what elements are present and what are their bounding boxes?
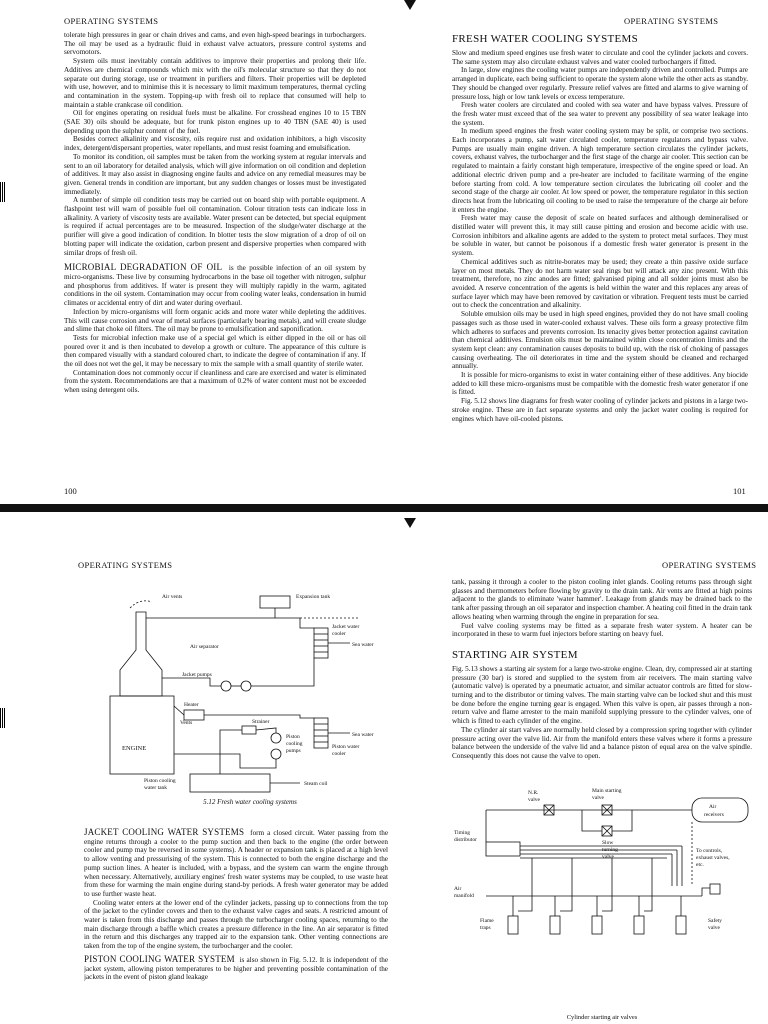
jacket-pump [241, 681, 251, 691]
label-air-separator: Air separator [190, 644, 219, 650]
running-head: OPERATING SYSTEMS [662, 560, 757, 570]
label-jacket-water-cooler-2: cooler [332, 631, 346, 637]
label-piston-water-cooler-2: cooler [332, 751, 346, 757]
piston-cooling-pump [271, 733, 281, 743]
starting-air-svg [452, 786, 752, 1014]
jacket-water-cooler [314, 628, 328, 658]
label-timing-distributor-2: distributor [454, 837, 477, 843]
page-number: 101 [733, 486, 746, 496]
label-nr-valve-2: valve [528, 797, 540, 803]
label-engine: ENGINE [122, 745, 147, 752]
running-head: OPERATING SYSTEMS [64, 16, 159, 26]
fresh-water-cooling-diagram [100, 578, 400, 806]
label-safety-valve: Safety [708, 918, 723, 924]
paragraph: Contamination does not commonly occur if cleanliness and care are exercised and water is eliminated from the system. Recommendations are that a maximum of 0.2% of water content must not be exceeded when using detergent oils. [64, 368, 366, 395]
piston-paragraph-text: is also shown in Fig. 5.12. It is independent of the jacket system, allowing piston temperatures to be higher and preventing possible contamination of the jackets in the event of piston gland leakage [84, 955, 388, 982]
cylinder-valve [592, 916, 602, 934]
page-101-body [452, 31, 748, 491]
running-head: OPERATING SYSTEMS [78, 560, 173, 570]
label-air-vents: Air vents [162, 594, 183, 600]
label-air-receivers: Air [709, 804, 717, 810]
label-air-manifold: Air [454, 886, 462, 892]
figure-caption: 5.12 Fresh water cooling systems [203, 798, 297, 806]
paragraph: Fresh water may cause the deposit of scale on heated surfaces and although demineralised or distilled water will prevent this, it may still cause pitting and erosion and become acidic with use. Corrosion inhibitors and alkaline agents are added to the system to protect metal surfaces. They must be soluble in water, but cannot be poisonous if a domestic fresh water generator is present in the system. [452, 214, 748, 258]
engine-outline [120, 612, 162, 696]
paragraph: Fig. 5.13 shows a starting air system for a large two-stroke engine. Clean, dry, compressed air at starting pressure (30 bar) is stored and supplied to the system from air receivers. The main starting valve (automatic valve) is operated by a pneumatic actuator, and similar actuator controls are fitted for slow-turning and to the distributor or timing valves. The main starting valve can be locked shut and this must be done before the engine turning gear is engaged. When this valve is open, air passes through a non-return valve and flame arrester to the main manifold supplying pressure to the cylinder valves, one of which is fitted to each cylinder of the engine. [452, 664, 752, 726]
piston-heading: PISTON COOLING WATER SYSTEM [84, 953, 235, 964]
label-flame-traps: Flame [480, 918, 494, 924]
paragraph: In medium speed engines the fresh water cooling system may be split, or comprise two sections. Each incorporates a pump, salt water circulated cooler, temperature regulators and bypass valve. Pumps are usually main engine driven. A high temperature section circulates the cylinder jackets, covers, exhaust valves, the turbocharger and the first stage of the charge air cooler. This section can be regulated to maintain a fairly constant high temperature, irrespective of the engine speed or load. An additional electric driven pump and a pre-heater are included to facilitate warming of the engine before starting from cold. A low temperature section circulates the lubricating oil cooler and the second stage of the charge air cooler. At low speed or power, the temperature regulator in this section directs heat from the lubricating oil cooling to be used to raise the temperature of the charge air before it enters the engine. [452, 127, 748, 214]
cylinder-valve [634, 916, 644, 934]
label-piston-cooling-pumps-2: cooling [286, 741, 303, 747]
page-number: 100 [64, 486, 77, 496]
page-100-paragraphs [64, 31, 366, 257]
heater [184, 710, 204, 720]
cylinder-valve [508, 916, 518, 934]
paragraph: Fig. 5.12 shows line diagrams for fresh water cooling of cylinder jackets and pistons in a large two-stroke engine. These are in fact separate systems and only the jacket water cooling is required for engines which have oil-cooled pistons. [452, 397, 748, 423]
scan-edge-artifact [0, 182, 6, 202]
microbial-paragraph-text: is the possible infection of an oil system by micro-organisms. These live by consuming hydrocarbons in the base oil together with nitrogen, sulphur and phosphorus from additives. If water is present they will multiply rapidly in the warm, agitated conditions in the oil system. Contamination may occur from cooling water leaks, condensation in humid climates or accidental entry of dirt and water during overhaul. [64, 264, 366, 308]
label-to-controls-2: exhaust valves, [696, 855, 730, 861]
microbial-paragraph [64, 263, 366, 308]
piston-cooling-pump [271, 749, 281, 759]
piston-cooling-water-tank [190, 774, 270, 792]
microbial-heading: MICROBIAL DEGRADATION OF OIL [64, 262, 223, 273]
cylinder-valve [676, 916, 686, 934]
engine-block [110, 696, 174, 774]
paragraph: To monitor its condition, oil samples must be taken from the working system at regular intervals and sent to an oil laboratory for detailed analysis, which will give information on oil condition and depletion of additives. It may also assist in diagnosing engine faults and advice on any remedial measures may be given. General trends in condition are important, but any sudden changes or losses must be investigated immediately. [64, 152, 366, 196]
spread-pages-102-103 [0, 512, 768, 1024]
scan-registration-mark [404, 0, 416, 10]
expansion-tank [260, 596, 290, 608]
jacket-paragraph [84, 828, 388, 899]
label-timing-distributor: Timing [454, 830, 471, 836]
timing-distributor [486, 842, 520, 856]
jacket-paragraph-text: form a closed circuit. Water passing from the engine returns through a cooler to the pump suction and then back to the engine (the order between cooler and pump may be reversed in some systems). A header or expansion tank is placed at a high level to allow venting and pressurising of the system. This is connected to both the engine discharge and the pump suction lines. A heater is included, with a bypass, and the system can warm the engine through when necessary. Alternatively, auxiliary engines' fresh water systems may be coupled, to use waste heat from these for warming the main engine during stand-by periods. A fresh water generator may be added to use further waste heat. [84, 829, 388, 898]
page-102-body [84, 828, 388, 1024]
paragraph: A number of simple oil condition tests may be carried out on board ship with portable equipment. A flashpoint test will warn of possible fuel oil contamination. Colour titration tests can indicate loss in alkalinity. A variety of viscosity tests are available. Water present can be detected, but special equipment is required if actual percentages are to be measured. Inspection of the sludge/water discharge at the purifier will give a good indication of condition. In blotter tests the slow migration of a drop of oil on blotting paper will indicate the oxidation, carbon present and dispersive properties when compared with similar drops of fresh oil. [64, 196, 366, 257]
paragraph: Fuel valve cooling systems may be fitted as a separate fresh water system. A heater can be incorporated in these to warm fuel injectors before starting on heavy fuel. [452, 621, 752, 639]
label-sea-water: Sea water [352, 642, 374, 648]
paragraph: It is possible for micro-organisms to exist in water containing either of these additives. Any biocide added to kill these micro-organisms must be compatible with the domestic fresh water generator if one is fitted. [452, 371, 748, 397]
paragraph: Besides correct alkalinity and viscosity, oils require rust and oxidation inhibitors, a high viscosity index, detergent/dispersant properties, water repellants, and must resist foaming and emulsification. [64, 135, 366, 153]
paragraph: System oils must inevitably contain additives to improve their properties and prolong their life. Additives are chemical compounds which mix with the oil's molecular structure so that they do not separate out during storage, use or treatment in purifiers and filters. Their properties will be depleted with use, however, and to minimise this it is necessary to limit maximum temperatures, thermal cycling and contamination in the system. Topping-up with fresh oil to replace that consumed will help to maintain a stable crankcase oil condition. [64, 57, 366, 109]
label-piston-cooling-tank-2: water tank [144, 785, 168, 791]
page-103-body [452, 578, 752, 818]
page-101-paragraphs [452, 49, 748, 423]
label-piston-cooling-tank: Piston cooling [144, 778, 176, 784]
piston-paragraph [84, 955, 388, 982]
label-piston-cooling-pumps-3: pumps [286, 748, 301, 754]
paragraph: Soluble emulsion oils may be used in high speed engines, provided they do not have small cooling passages such as those used in water-cooled exhaust valves. These oils form a greasy protective film which adheres to surfaces and prevents corrosion. Its tenacity gives better protection against cavitation than chemical additives. Emulsion oils must be maintained within close concentration limits and the system kept clean: any contamination causes deposits to build up, with the risk of choking of passages causing overheating. The oil deteriorates in time and the system should be cleaned and recharged annually. [452, 310, 748, 371]
label-safety-valve-2: valve [708, 925, 720, 931]
label-to-controls: To controls, [696, 848, 723, 854]
page-100-body [64, 31, 366, 491]
label-nr-valve: N.R. [528, 790, 539, 796]
label-piston-cooling-pumps: Piston [286, 734, 300, 740]
paragraph: Chemical additives such as nitrite-borates may be used; they create a thin passive oxide surface layer on most metals. They do not harm water seal rings but will attack any zinc present. With this treatment, therefore, no zinc anodes are fitted; galvanised piping and all solder joints must also be avoided. A reserve concentration of the agents is held within the water and this replaces any areas of surface layer which may have been removed by cavitation or vibration. Frequent tests must be carried out to check the concentration and alkalinity. [452, 257, 748, 310]
cooling-diagram-svg [100, 578, 400, 798]
running-head: OPERATING SYSTEMS [624, 16, 719, 26]
section-heading: FRESH WATER COOLING SYSTEMS [452, 33, 639, 45]
label-jacket-pumps: Jacket pumps [182, 672, 212, 678]
figure-caption: Cylinder starting air valves [566, 1014, 638, 1021]
label-sea-water-2: Sea water [352, 732, 374, 738]
paragraph: tolerate high pressures in gear or chain drives and cams, and even high-speed bearings in turbochargers. The oil may be used as a hydraulic fluid in exhaust valve actuators, pressure control systems and servomotors. [64, 31, 366, 57]
piston-water-cooler [314, 718, 328, 748]
scan-edge-artifact [0, 708, 6, 728]
label-jacket-water-cooler: Jacket water [332, 624, 360, 630]
paragraph: Oil for engines operating on residual fuels must be alkaline. For crosshead engines 10 to 15 TBN (SAE 30) oils should be adequate, but for trunk piston engines up to 40 TBN (SAE 40) is used depending upon the sulphur content of the fuel. [64, 109, 366, 135]
section-heading: STARTING AIR SYSTEM [452, 648, 578, 661]
label-air-manifold-2: manifold [454, 893, 474, 899]
paragraph: In large, slow engines the cooling water pumps are independently driven and controlled. Pumps are arranged in duplicate, each being sufficient to operate the system alone while the other acts as standby. They should be changed over regularly. Pressure relief valves are fitted and alarms to give warning of pressure loss, high or low tank levels or excess temperature. [452, 66, 748, 101]
starting-air-diagram [452, 786, 752, 1024]
paragraph: Cooling water enters at the lower end of the cylinder jackets, passing up to connections from the top of the jacket to the cylinder covers and then to the exhaust valve cages and seats. A restricted amount of water is taken from this discharge and passes through the turbocharger cooling spaces, returning to the main discharge through a baffle which creates a pressure difference in the line. An air separator is fitted in the return and this discharges any trapped air to the expansion tank. Other venting connections are taken from the top of the engine system, the turbocharger and the cooler. [84, 898, 388, 951]
paragraph: The cylinder air start valves are normally held closed by a compression spring together with cylinder pressure acting over the valve lid. Air from the manifold enters these valves where it forms a pressure balance between the underside of the valve lid and a balance piston of equal area on the valve spindle. Consequently this does not cause the valve to open. [452, 725, 752, 760]
label-slow-turning-valve: Slow [602, 840, 614, 846]
label-expansion-tank: Expansion tank [296, 594, 331, 600]
label-strainer: Strainer [252, 719, 270, 725]
label-slow-turning-valve-3: valve [602, 854, 614, 860]
label-slow-turning-valve-2: turning [602, 847, 618, 853]
label-to-controls-3: etc. [696, 862, 704, 868]
label-steam-coil: Steam coil [304, 781, 328, 787]
cylinder-valve [550, 916, 560, 934]
label-air-receivers-2: receivers [704, 812, 724, 818]
label-main-starting-valve: Main starting [592, 788, 622, 794]
label-vents: Vents [180, 720, 193, 726]
strainer [242, 726, 256, 734]
paragraph: Fresh water coolers are circulated and cooled with sea water and have bypass valves. Pressure of the fresh water must exceed that of the sea water to prevent any possibility of sea water leakage into the system. [452, 101, 748, 127]
jacket-pump [221, 681, 231, 691]
safety-valve [710, 884, 720, 894]
paragraph: Infection by micro-organisms will form organic acids and more water while depleting the additives. This will cause corrosion and wear of metal surfaces (particularly bearing metals), and will create sludge and slime that choke oil filters. The oil may be prone to emulsification and saponification. [64, 307, 366, 334]
paragraph: Slow and medium speed engines use fresh water to circulate and cool the cylinder jackets and covers. The same system may also circulate exhaust valves and water cooled turbochargers if fitted. [452, 49, 748, 66]
scan-registration-mark [404, 518, 416, 528]
air-receivers [692, 798, 748, 822]
paragraph: Tests for microbial infection make use of a special gel which is either dipped in the oil or has oil poured over it and is then incubated to develop a growth or culture. The appearance of this culture is then compared visually with a standard coloured chart, to indicate the degree of contamination if any. If the oil does not wet the gel, it may be necessary to mix the sample with a small quantity of sterile water. [64, 333, 366, 369]
label-heater: Heater [184, 702, 199, 708]
label-flame-traps-2: traps [480, 925, 491, 931]
jacket-heading: JACKET COOLING WATER SYSTEMS [84, 828, 245, 837]
label-piston-water-cooler: Piston water [332, 744, 360, 750]
label-main-starting-valve-2: valve [592, 795, 604, 801]
paragraph: tank, passing it through a cooler to the piston cooling inlet glands. Cooling returns pass through sight glasses and thermometers before flowing by gravity to the drain tank. Air vents are fitted at high points adjacent to the glands to eliminate 'water hammer'. Leakage from glands may be drained back to the tank after passing through an oil separator and inspection chamber. A heating coil fitted in the drain tank allows heating when warming through the engine in preparation for sea. [452, 578, 752, 621]
